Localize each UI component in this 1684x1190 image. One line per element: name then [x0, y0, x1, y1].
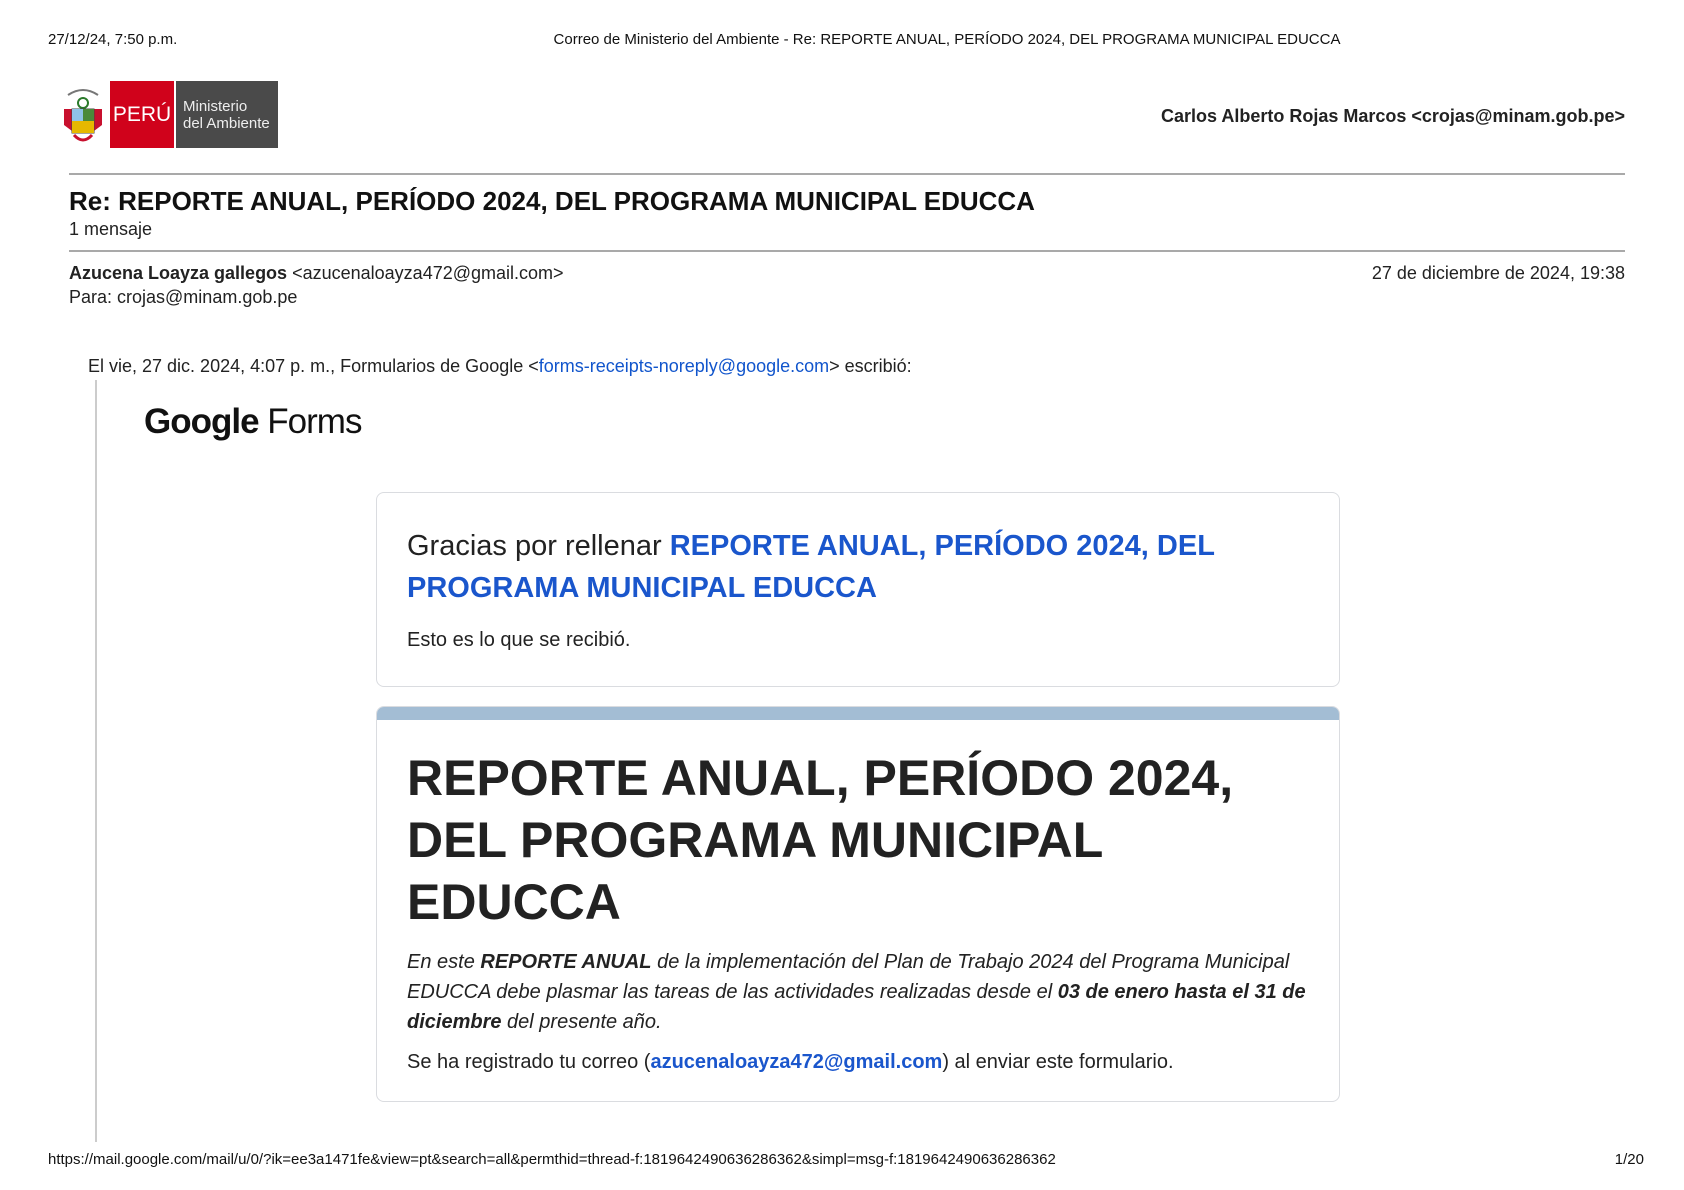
- form-header-bar: [377, 707, 1339, 720]
- peru-coat-of-arms-icon: [60, 81, 106, 148]
- divider: [69, 173, 1625, 175]
- form-title: REPORTE ANUAL, PERÍODO 2024, DEL PROGRAMA MUNICIPAL EDUCCA: [407, 750, 1234, 930]
- thanks-text: Gracias por rellenar REPORTE ANUAL, PERÍODO 2024, DEL PROGRAMA MUNICIPAL EDUCCA: [407, 530, 1215, 604]
- sender-line: [69, 263, 564, 284]
- page-number: 1/20: [1614, 1151, 1644, 1168]
- recipient: Para: crojas@minam.gob.pe: [69, 287, 298, 307]
- forms-email-link[interactable]: forms-receipts-noreply@google.com: [538, 356, 830, 376]
- google-forms-logo: Google Forms: [144, 402, 362, 441]
- print-title: Correo de Ministerio del Ambiente - Re: REPORTE ANUAL, PERÍODO 2024, DEL PROGRAMA MUNICIPAL EDUCCA: [553, 31, 1341, 48]
- logo-peru: PERÚ: [110, 81, 174, 148]
- email-subject: Re: REPORTE ANUAL, PERÍODO 2024, DEL PROGRAMA MUNICIPAL EDUCCA: [69, 186, 1035, 216]
- logo-ministry: Ministerio del Ambiente: [176, 81, 278, 148]
- minam-logo: [60, 81, 278, 148]
- print-url: https://mail.google.com/mail/u/0/?ik=ee3a1471fe&view=pt&search=all&permthid=thread-f:1819642490636286362&simpl=msg-f:1819642490636286362: [48, 1151, 1056, 1168]
- form-name: REPORTE ANUAL, PERÍODO 2024, DEL PROGRAMA MUNICIPAL EDUCCA: [407, 530, 1215, 604]
- form-card: [376, 706, 1340, 1102]
- print-datetime: 27/12/24, 7:50 p.m.: [48, 31, 178, 48]
- divider: [69, 250, 1625, 252]
- message-date: 27 de diciembre de 2024, 19:38: [1371, 263, 1625, 283]
- quote-attribution: El vie, 27 dic. 2024, 4:07 p. m., Formularios de Google <forms-receipts-noreply@google.com> escribió:: [88, 356, 912, 376]
- sender-email: <azucenaloayza472@gmail.com>: [292, 263, 564, 283]
- registered-email-text: Se ha registrado tu correo (azucenaloayza472@gmail.com) al enviar este formulario.: [407, 1051, 1174, 1073]
- confirmation-card: [376, 492, 1340, 687]
- registered-email-link[interactable]: azucenaloayza472@gmail.com: [650, 1051, 943, 1073]
- account-label: Carlos Alberto Rojas Marcos <crojas@minam.gob.pe>: [1160, 106, 1625, 126]
- sender-name: Azucena Loayza gallegos: [69, 263, 288, 283]
- received-text: Esto es lo que se recibió.: [407, 629, 631, 651]
- quote-border: [95, 380, 97, 1142]
- form-description: En este REPORTE ANUAL de la implementación del Plan de Trabajo 2024 del Programa Municipal EDUCCA debe plasmar las tareas de las actividades realizadas desde el 03 de enero hasta el 31 de diciembre del presente año.: [407, 951, 1306, 1033]
- message-count: 1 mensaje: [69, 219, 153, 239]
